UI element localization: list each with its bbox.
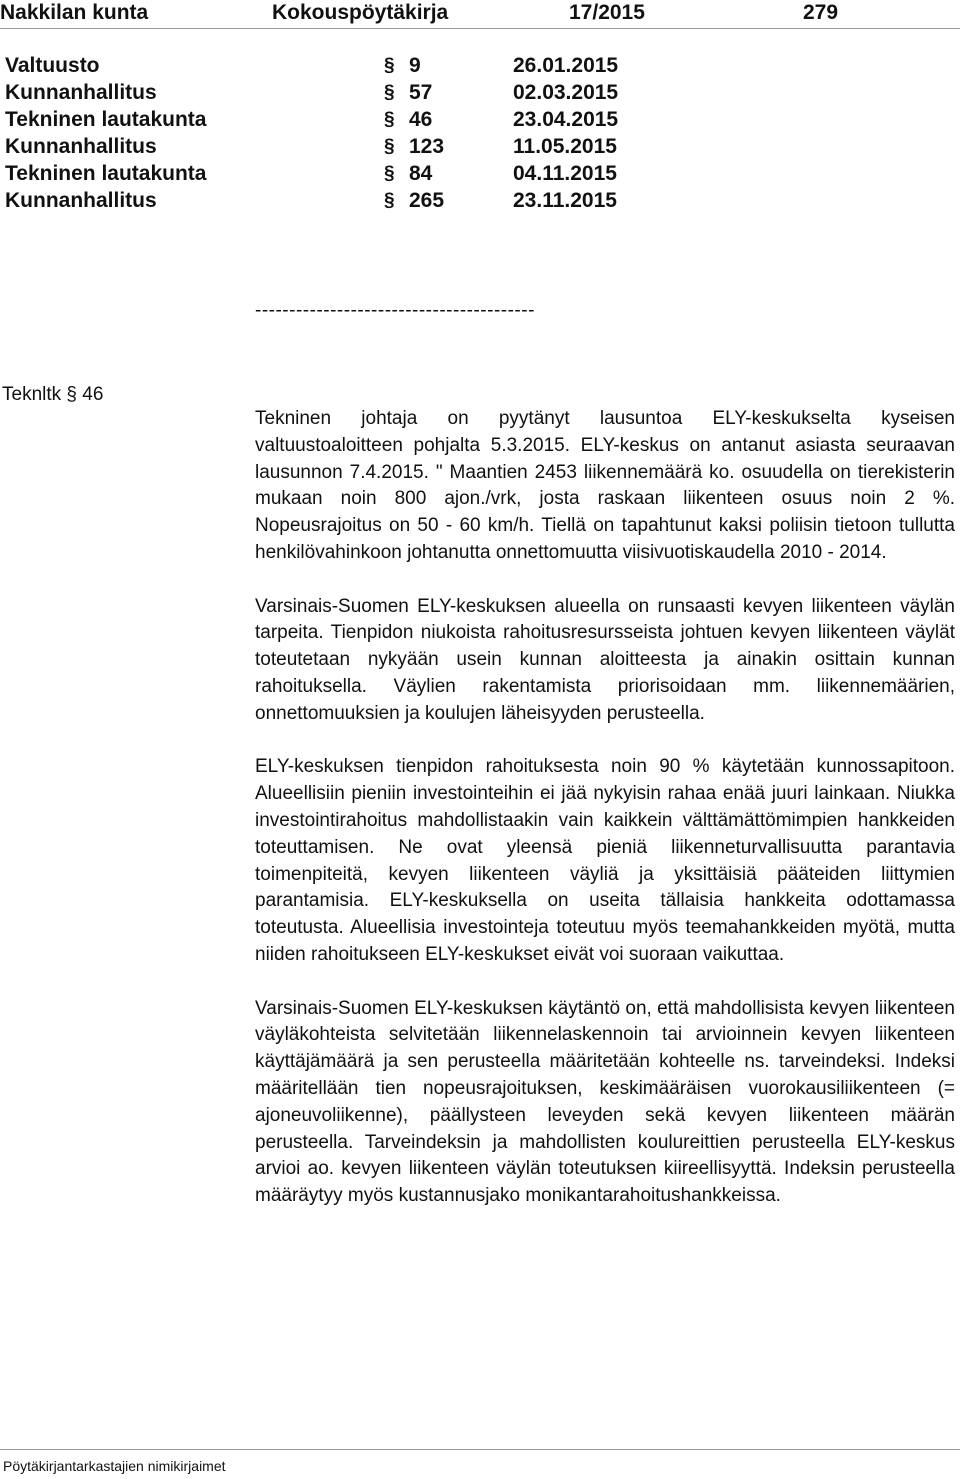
section-sign-icon: § bbox=[384, 55, 395, 76]
history-date: 23.11.2015 bbox=[513, 189, 617, 212]
history-row bbox=[5, 106, 705, 133]
history-body: Tekninen lautakunta bbox=[5, 108, 207, 131]
history-body: Tekninen lautakunta bbox=[5, 162, 207, 185]
history-date: 04.11.2015 bbox=[513, 162, 617, 185]
paragraph: Varsinais-Suomen ELY-keskuksen alueella on runsaasti kevyen liikenteen väylän tarpeita. Tienpidon niukoista rahoitusresursseista johtuen kevyen liikenteen väylät toteutetaan nykyään usein kunnan aloitteesta ja ainakin osittain kunnan rahoituksella. Väylien rakentamista priorisoidaan mm. liikennemäärien, onnettomuuksien ja koulujen läheisyyden perusteella. bbox=[255, 595, 955, 724]
page-footer: Pöytäkirjantarkastajien nimikirjaimet bbox=[3, 1458, 226, 1474]
history-body: Kunnanhallitus bbox=[5, 135, 157, 158]
document-type: Kokouspöytäkirja bbox=[272, 1, 449, 24]
section-sign-icon: § bbox=[384, 109, 395, 130]
history-body: Kunnanhallitus bbox=[5, 189, 157, 212]
history-row bbox=[5, 160, 705, 187]
section-reference: Teknltk § 46 bbox=[2, 384, 104, 405]
section-sign-icon: § bbox=[384, 190, 395, 211]
history-row bbox=[5, 52, 705, 79]
history-date: 02.03.2015 bbox=[513, 81, 619, 104]
section-separator: ----------------------------------------- bbox=[255, 300, 535, 321]
section-sign-icon: § bbox=[384, 163, 395, 184]
section-sign-icon: § bbox=[384, 82, 395, 103]
history-section-number: 9 bbox=[409, 54, 421, 77]
processing-history bbox=[5, 52, 705, 214]
paragraph: Varsinais-Suomen ELY-keskuksen käytäntö on, että mahdollisista kevyen liikenteen väyläkohteista selvitetään liikennelaskennoin tai arvioinnein kevyen liikenteen käyttäjämäärä ja sen perusteella määritetään kohteelle ns. tarveindeksi. Indeksi määritellään tien nopeusrajoituksen, keskimääräisen vuorokausiliikenteen (= ajoneuvoliikenne), päällysteen leveyden sekä kevyen liikenteen määrän perusteella. Tarveindeksin ja mahdollisten koulureittien perusteella ELY-keskus arvioi ao. kevyen liikenteen väylän toteutuksen kiireellisyyttä. Indeksin perusteella määräytyy myös kustannusjako monikantarahoitushankkeissa. bbox=[255, 997, 955, 1207]
history-section-number: 84 bbox=[409, 162, 433, 185]
history-date: 11.05.2015 bbox=[513, 135, 617, 158]
page-number: 279 bbox=[803, 1, 839, 24]
history-date: 23.04.2015 bbox=[513, 108, 619, 131]
history-date: 26.01.2015 bbox=[513, 54, 619, 77]
body-text bbox=[255, 406, 955, 1237]
history-row bbox=[5, 79, 705, 106]
paragraph: Tekninen johtaja on pyytänyt lausuntoa ELY-keskukselta kyseisen valtuustoaloitteen pohjalta 5.3.2015. ELY-keskus on antanut asiasta seuraavan lausunnon 7.4.2015. " Maantien 2453 liikennemäärä ko. osuudella on tierekisterin mukaan noin 800 ajon./vrk, josta raskaan liikenteen osuus noin 2 %. Nopeusrajoitus on 50 - 60 km/h. Tiellä on tapahtunut kaksi poliisin tietoon tullutta henkilövahinkoon johtanutta onnettomuutta viisivuotiskaudella 2010 - 2014. bbox=[255, 408, 955, 563]
paragraph: ELY-keskuksen tienpidon rahoituksesta noin 90 % käytetään kunnossapitoon. Alueellisiin pieniin investointeihin ei jää nykyisin rahaa enää juuri lainkaan. Niukka investointirahoitus mahdollistaakin vain kaikkein välttämättömimpien hankkeiden toteuttamisen. Ne ovat yleensä pieniä liikenneturvallisuutta parantavia toimenpiteitä, kevyen liikenteen väyliä ja yksittäisiä pääteiden liittymien parantamisia. ELY-keskuksella on useita tällaisia hankkeita odottamassa toteutusta. Alueellisia investointeja toteutuu myös teemahankkeiden myötä, mutta niiden rahoitukseen ELY-keskukset eivät voi suoraan vaikuttaa. bbox=[255, 756, 955, 965]
meeting-number: 17/2015 bbox=[569, 1, 645, 24]
header-divider bbox=[0, 28, 960, 29]
history-section-number: 57 bbox=[409, 81, 433, 104]
history-section-number: 265 bbox=[409, 189, 445, 212]
section-sign-icon: § bbox=[384, 136, 395, 157]
history-row bbox=[5, 187, 705, 214]
history-body: Kunnanhallitus bbox=[5, 81, 157, 104]
history-row bbox=[5, 133, 705, 160]
history-body: Valtuusto bbox=[5, 54, 100, 77]
history-section-number: 46 bbox=[409, 108, 433, 131]
municipality-name: Nakkilan kunta bbox=[0, 1, 149, 24]
history-section-number: 123 bbox=[409, 135, 445, 158]
footer-divider bbox=[0, 1449, 960, 1450]
page-header bbox=[0, 0, 960, 26]
